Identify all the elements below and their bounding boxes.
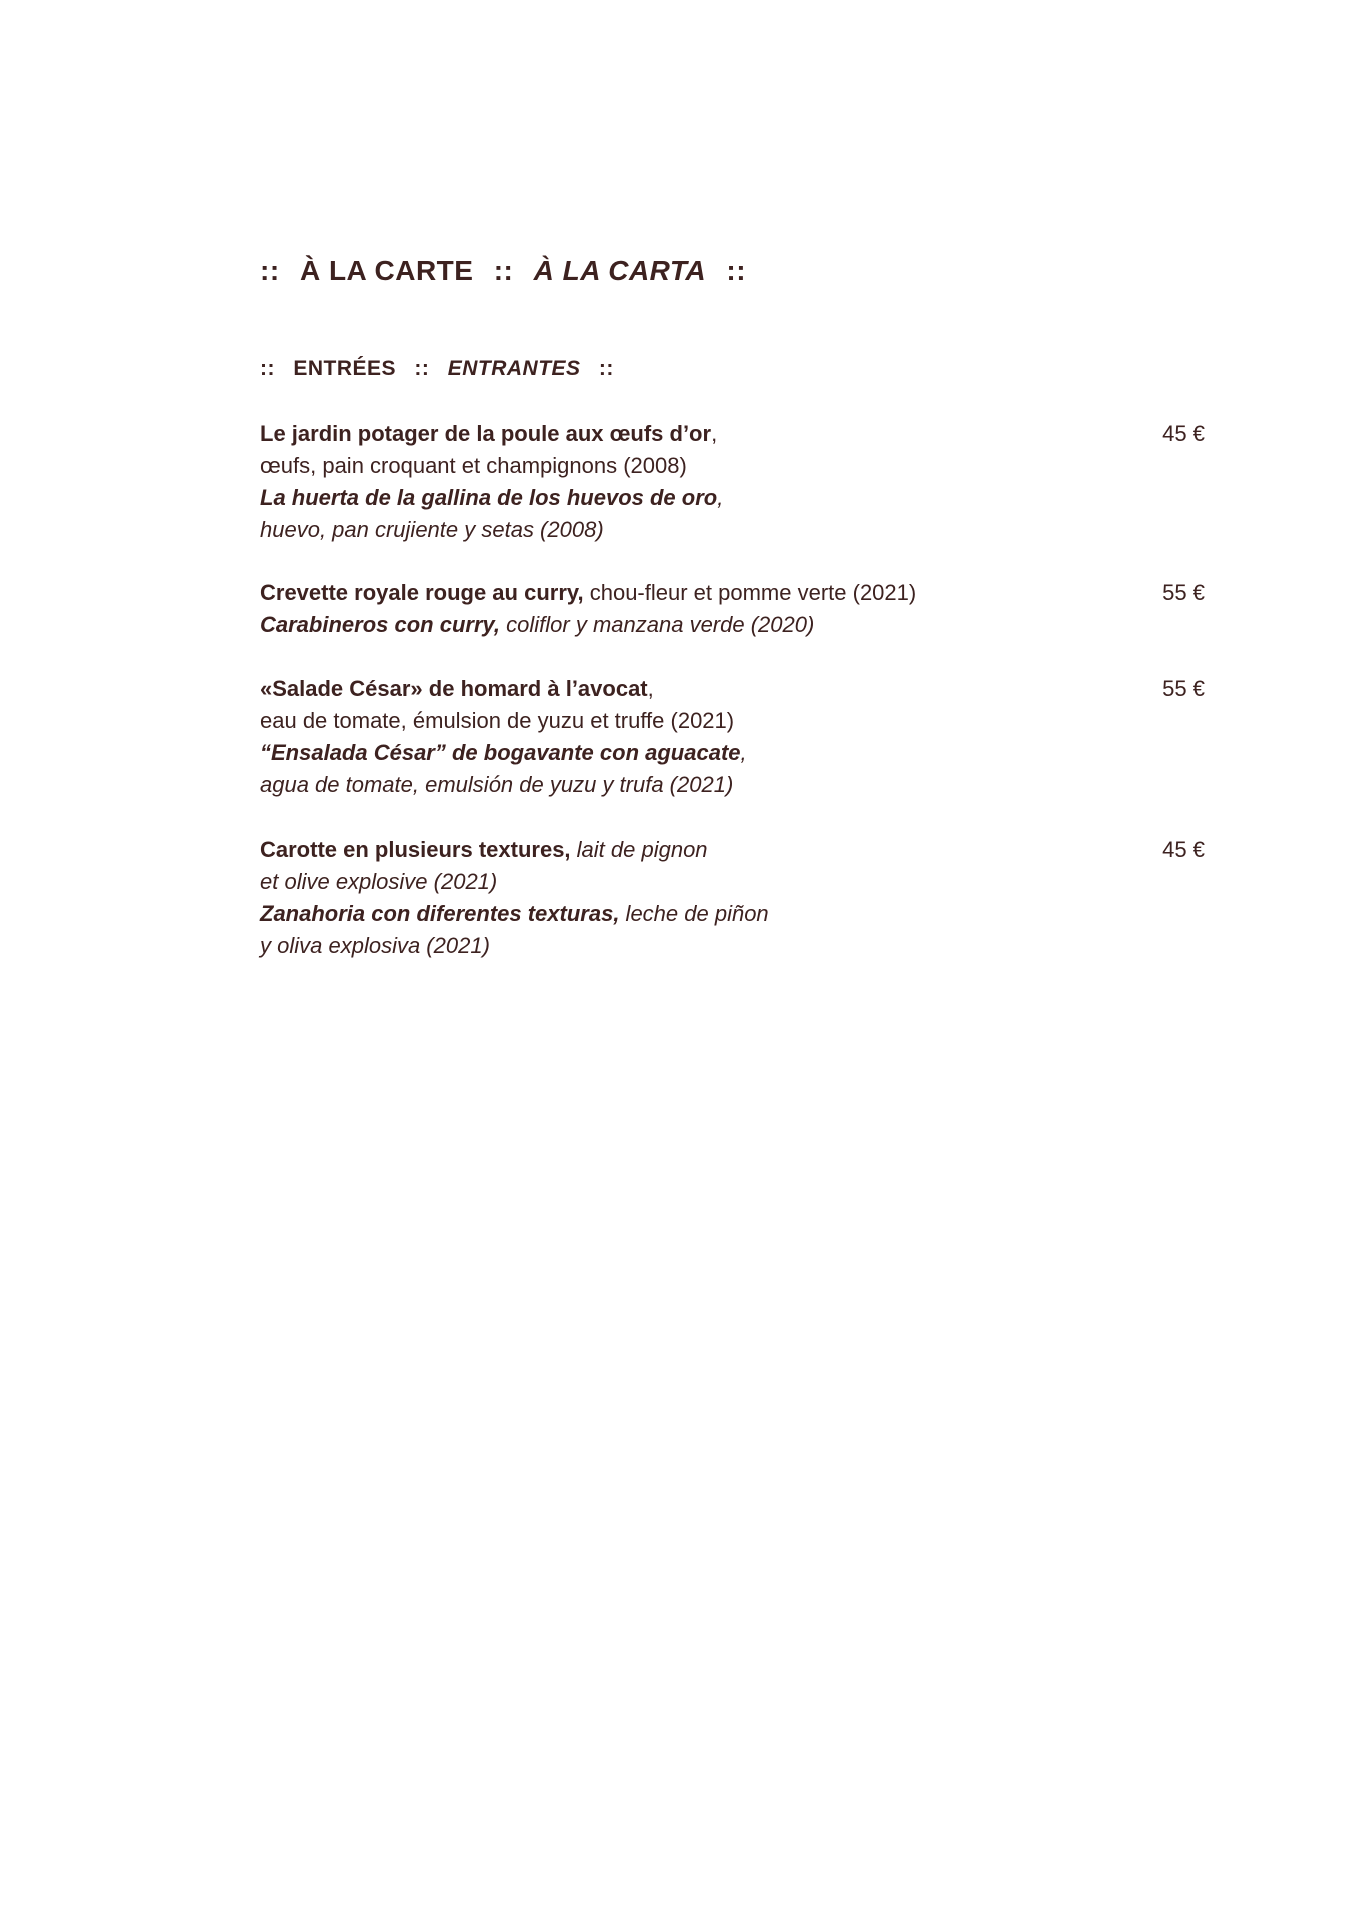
dish-spanish-line — [260, 898, 1205, 930]
dish-french-description: lait de pignon — [570, 837, 708, 862]
dish-spanish-line — [260, 737, 1205, 769]
dish-punct: , — [711, 421, 718, 446]
dish-french-name: Carotte en plusieurs textures, — [260, 837, 571, 862]
dish-price: 55 € — [1162, 580, 1205, 605]
dish-spanish-name: Zanahoria con diferentes texturas, — [260, 901, 620, 926]
section-heading — [260, 357, 626, 381]
dish-french-description: chou-fleur et pomme verte (2021) — [583, 580, 917, 605]
title-separator: :: — [726, 255, 747, 286]
dish-french-line — [260, 577, 1205, 609]
dish-french-name: Le jardin potager de la poule aux œufs d’or — [260, 421, 712, 446]
dish-french-name: Crevette royale rouge au curry, — [260, 580, 584, 605]
dish-french-line — [260, 418, 1205, 450]
dish-spanish-description: y oliva explosiva (2021) — [260, 933, 490, 958]
dish-spanish-description: agua de tomate, emulsión de yuzu y trufa (2021) — [260, 772, 734, 797]
dish-item — [260, 673, 1205, 801]
section-french: ENTRÉES — [293, 357, 397, 380]
dish-item — [260, 418, 1205, 546]
dish-price: 55 € — [1162, 676, 1205, 701]
dish-punct: , — [740, 740, 747, 765]
dish-punct: , — [717, 485, 724, 510]
dish-french-description: eau de tomate, émulsion de yuzu et truffe (2021) — [260, 708, 735, 733]
dish-spanish-description: coliflor y manzana verde (2020) — [500, 612, 815, 637]
dish-spanish-line — [260, 609, 1205, 641]
dish-item — [260, 577, 1205, 641]
section-separator: :: — [414, 357, 430, 380]
title-spanish: À LA CARTA — [533, 255, 707, 286]
dish-spanish-description: leche de piñon — [619, 901, 769, 926]
dish-french-line — [260, 834, 1205, 866]
title-separator: :: — [260, 255, 280, 286]
dish-french-name: «Salade César» de homard à l’avocat — [260, 676, 648, 701]
dish-spanish-description: huevo, pan crujiente y setas (2008) — [260, 517, 604, 542]
dish-spanish-line — [260, 482, 1205, 514]
section-separator: :: — [260, 357, 275, 380]
dish-price: 45 € — [1162, 837, 1205, 862]
title-french: À LA CARTE — [299, 255, 474, 286]
section-spanish: ENTRANTES — [447, 357, 581, 380]
dish-punct: , — [647, 676, 654, 701]
dish-french-description: et olive explosive (2021) — [260, 869, 498, 894]
title-separator: :: — [493, 255, 514, 286]
page-title — [260, 255, 758, 287]
dish-spanish-name: “Ensalada César” de bogavante con aguacate — [260, 740, 741, 765]
dish-spanish-name: La huerta de la gallina de los huevos de oro — [260, 485, 718, 510]
dish-spanish-name: Carabineros con curry, — [260, 612, 501, 637]
dish-item — [260, 834, 1205, 962]
dish-price: 45 € — [1162, 421, 1205, 446]
section-separator: :: — [598, 357, 614, 380]
dish-french-line — [260, 673, 1205, 705]
dish-french-description: œufs, pain croquant et champignons (2008) — [260, 453, 687, 478]
